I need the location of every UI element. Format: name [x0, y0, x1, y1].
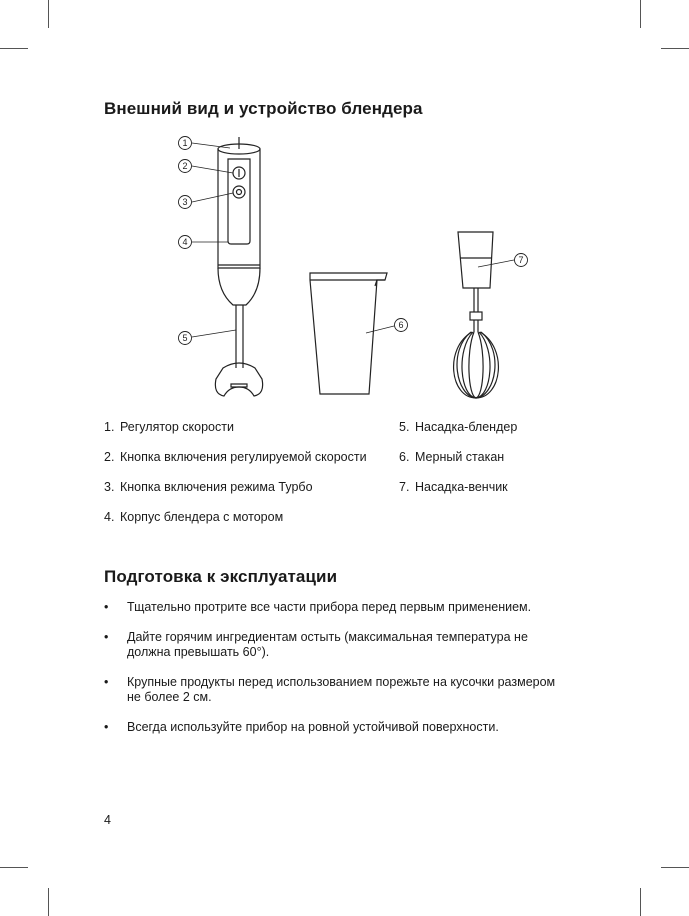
blender-illustration [0, 0, 689, 410]
crop-mark [661, 867, 689, 868]
page-number: 4 [104, 813, 111, 827]
callout-label: 3 [182, 197, 188, 207]
parts-list-item: 6. Мерный стакан [399, 450, 505, 464]
callout-label: 7 [518, 255, 524, 265]
callout-label: 1 [182, 138, 188, 148]
parts-list-item: 7. Насадка-венчик [399, 480, 508, 494]
parts-list-item: 4. Корпус блендера с мотором [104, 510, 284, 524]
callout-label: 6 [398, 320, 404, 330]
parts-list-item: 3. Кнопка включения режима Турбо [104, 480, 313, 494]
whisk [454, 232, 499, 398]
crop-mark [0, 867, 28, 868]
crop-mark [640, 888, 641, 916]
measuring-cup [310, 273, 387, 394]
crop-mark [48, 888, 49, 916]
callout-label: 5 [182, 333, 188, 343]
section-title-appearance: Внешний вид и устройство блендера [104, 99, 423, 118]
parts-list-item: 1. Регулятор скорости [104, 420, 234, 434]
section-title-preparation: Подготовка к эксплуатации [104, 567, 338, 586]
parts-list-item: 5. Насадка-блендер [399, 420, 518, 434]
parts-list-item: 2. Кнопка включения регулируемой скорости [104, 450, 367, 464]
callout-label: 4 [182, 237, 188, 247]
callout-label: 2 [182, 161, 188, 171]
blender-body [215, 137, 262, 396]
